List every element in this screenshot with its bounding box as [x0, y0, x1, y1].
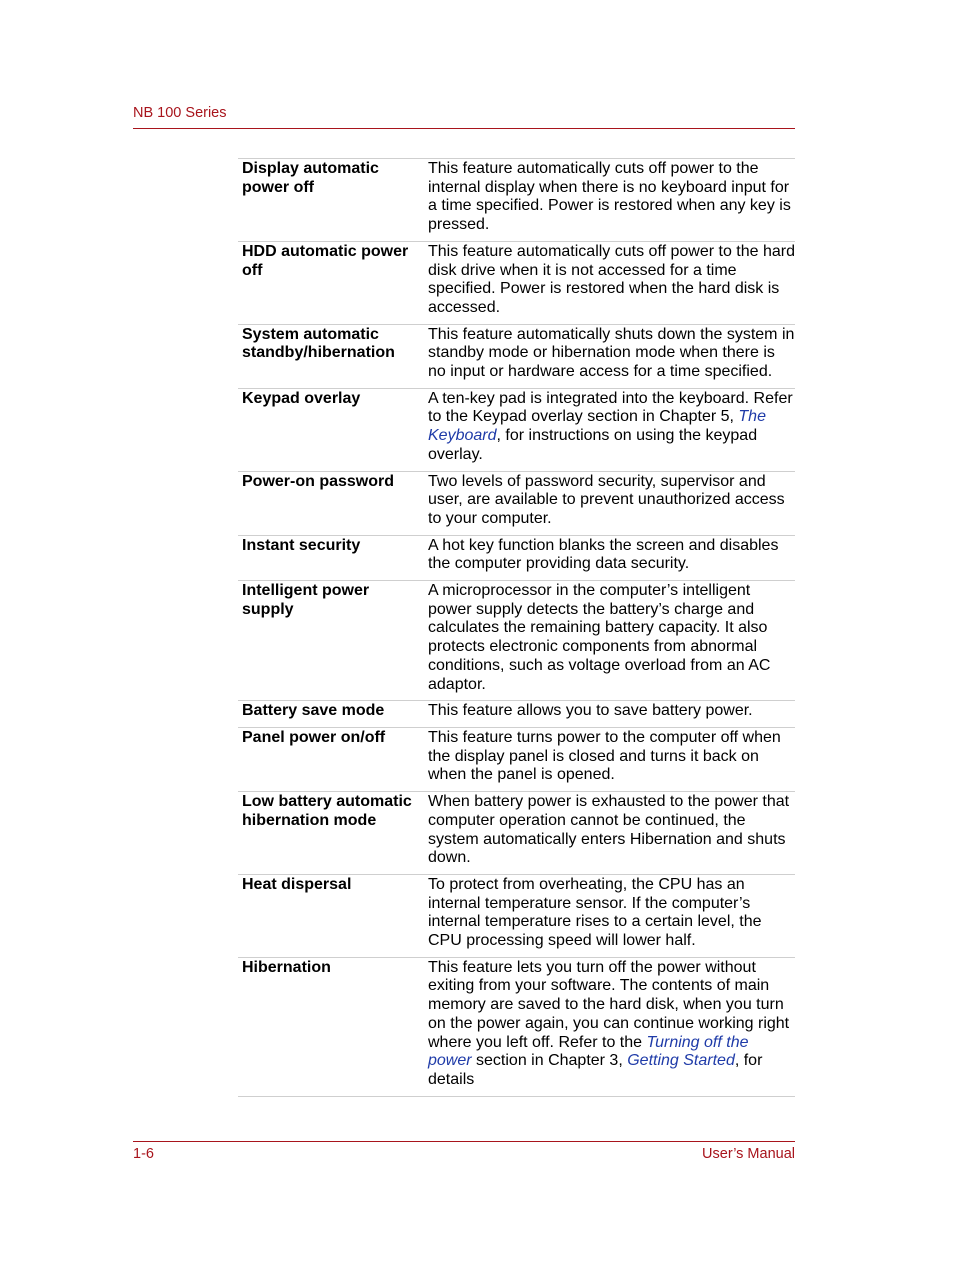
description-text: , for details: [428, 1052, 763, 1088]
feature-term: Battery save mode: [242, 702, 385, 720]
footer-rule: [133, 1141, 795, 1142]
feature-term: Power-on password: [242, 472, 395, 490]
feature-description: This feature automatically cuts off power to the internal display when there is no keyboard input for a time specified. Power is restored when any key is pressed.: [428, 160, 791, 234]
table-row: [238, 958, 795, 1097]
feature-description: [423, 958, 795, 1090]
feature-description: This feature automatically shuts down the system in standby mode or hibernation mode when there is no input or hardware access for a time specified.: [428, 325, 795, 381]
table-row: [238, 389, 795, 472]
feature-term: HDD automatic power off: [242, 242, 409, 279]
link-turning-off-the-power[interactable]: Turning off the power: [428, 1033, 749, 1070]
feature-term: Low battery automatic hibernation mode: [242, 793, 412, 829]
description-text: , for instructions on using the keypad overlay.: [428, 427, 758, 463]
description-text: A ten-key pad is integrated into the keyboard. Refer to the Keypad overlay section in Chapter 5,: [428, 389, 793, 426]
feature-description: [423, 389, 795, 465]
feature-description: Two levels of password security, supervisor and user, are available to prevent unauthorized access to your computer.: [428, 472, 785, 527]
feature-term: Heat dispersal: [242, 875, 352, 893]
feature-description: This feature allows you to save battery power.: [428, 702, 753, 720]
feature-term: Instant security: [242, 536, 361, 554]
link-the-keyboard[interactable]: The Keyboard: [428, 408, 766, 445]
table-row: [238, 728, 795, 792]
table-row: [238, 472, 795, 536]
feature-description: A microprocessor in the computer’s intelligent power supply detects the battery’s charge and calculates the remaining battery capacity. It also protects electronic components from abnormal conditions, such as voltage overload from an AC adaptor.: [428, 582, 771, 693]
page-number: 1-6: [133, 1146, 154, 1162]
feature-description: To protect from overheating, the CPU has an internal temperature sensor. If the computer’s internal temperature rises to a certain level, the CPU processing speed will lower half.: [428, 875, 762, 950]
description-text: This feature lets you turn off the power without exiting from your software. The contents of main memory are saved to the hard disk, when you turn on the power again, you can continue working right where you left off. Refer to the: [428, 958, 790, 1051]
table-row: [238, 242, 795, 325]
description-text: section in Chapter 3,: [471, 1052, 628, 1070]
table-row: [238, 875, 795, 958]
table-row: [238, 792, 795, 875]
table-row: [238, 581, 795, 701]
table-row: [238, 159, 795, 242]
feature-description: A hot key function blanks the screen and disables the computer providing data security.: [428, 536, 779, 573]
feature-term: Keypad overlay: [242, 389, 361, 407]
feature-description: When battery power is exhausted to the power that computer operation cannot be continued, the system automatically enters Hibernation and shuts down.: [428, 793, 790, 867]
header-rule: [133, 128, 795, 129]
table-row: [238, 701, 795, 728]
link-getting-started[interactable]: Getting Started: [627, 1052, 735, 1070]
manual-name: User’s Manual: [702, 1146, 795, 1162]
feature-table: [238, 158, 795, 1097]
table-row: [238, 325, 795, 389]
table-row: [238, 536, 795, 581]
feature-term: Hibernation: [242, 958, 331, 976]
feature-description: This feature automatically cuts off power to the hard disk drive when it is not accessed for a time specified. Power is restored when the hard disk is accessed.: [428, 242, 796, 316]
feature-term: Display automatic power off: [242, 160, 379, 196]
running-header: NB 100 Series: [133, 105, 227, 121]
feature-term: Intelligent power supply: [242, 582, 370, 618]
feature-term: System automatic standby/hibernation: [242, 325, 395, 362]
feature-term: Panel power on/off: [242, 728, 386, 746]
feature-description: This feature turns power to the computer off when the display panel is closed and turns it back on when the panel is opened.: [428, 728, 781, 784]
